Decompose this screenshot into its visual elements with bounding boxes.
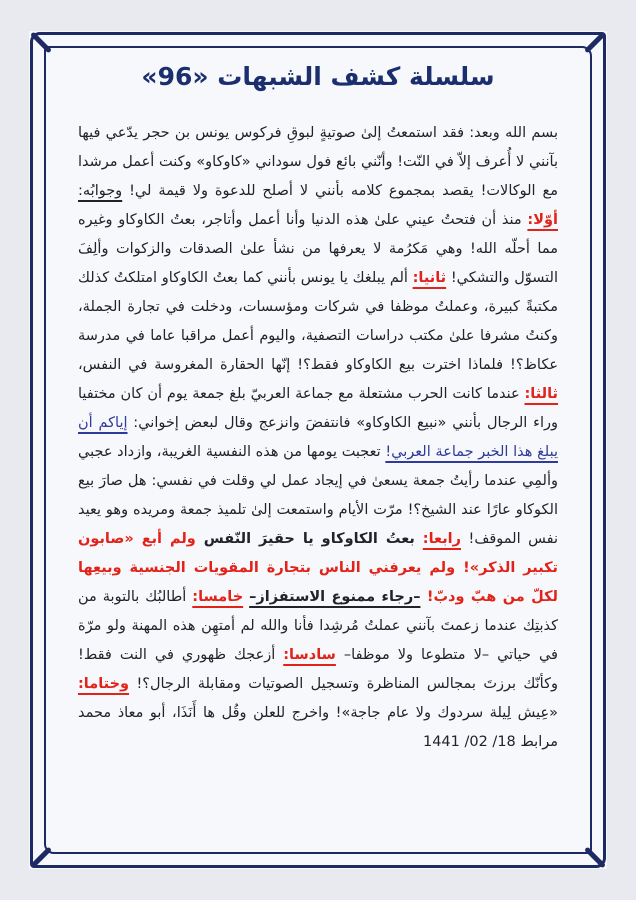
- body-segment-normal: عندما كانت الحرب مشتعلة مع جماعة العربيّ بلغ جمعة يوم أن كان مختفيا وراء الرجال بأنني «نبيع الكاوكاو» فانتفضَ وانزعج وقال لبعض إخواني:: [78, 386, 558, 431]
- body-segment-normal: بسم الله وبعد: فقد استمعتُ إلىٰ صوتيةٍ لبوقِ فركوس يونس بن حجر يدّعي فيها بآنني لا أُعرف إلاّ في النّت! وأنّني بائع فول سوداني «كاوكاو» وكنت أعمل مرشدا مع الوكالات! يقصد بمجموع كلامه بأنني لا أصلح للدعوة ولا قيمة لي!: [78, 125, 558, 199]
- body-segment-normal: أزعجك ظهوري في النت فقط! وكأنّك برزتَ بمجالس المناظرة وتسجيل الصوتيات ومقابلة الرجال؟!: [78, 647, 558, 692]
- body-segment-normal: منذ أن فتحتُ عيني علىٰ هذه الدنيا وأنا أعمل وأتاجر، بعتُ الكاوكاو وغيره مما أحلّه الله! وهي مَكرُمة لا يعرفها من نشأ علىٰ الصدقات والزكوات وألِفَ التسوّل والتشكي!: [78, 212, 558, 286]
- document-title: سلسلة كشف الشبهات «96»: [141, 62, 495, 91]
- document-content: [78, 62, 558, 842]
- body-segment-normal: ألم يبلغك يا يونس بأنني كما بعتُ الكاوكاو امتلكتُ كذلك مكتبةً كبيرة، وعملتُ موظفا في شركات ومؤسسات، ودخلت في تجارة الجملة، وكنتُ مشرفا علىٰ مكتب دراسات التصفية، واليوم أعمل مراقبا عاما في مدرسة عكاظ؟! فلماذا اخترت بيع الكاوكاو فقط؟! إنّها الحقارة المغروسة في النفس،: [78, 270, 558, 373]
- body-segment-red-underline: أوّلا:: [527, 212, 558, 228]
- body-segment-black-bold-underline: –رجاء ممنوع الاستفزاز–: [249, 589, 421, 605]
- body-segment-red-bold: ولم أبع «صابون تكبير الذكر»! ولم يعرفني الناس بتجارة المقويات الجنسية وبيعِها لكلّ من هبّ ودبّ!: [78, 531, 558, 605]
- body-segment-red-underline: ثالثا:: [524, 386, 558, 402]
- body-segment-normal: أطالبُك بالتوبة من كذبتِك عندما زعمتَ بآنني عملتُ مُرشِدا فأنا والله لم أمتهِن هذه المهنة ولو مرّة في حياتي –لا متطوعا ولا موظفا–: [78, 589, 558, 663]
- body-segment-red-underline: سادسا:: [283, 647, 336, 663]
- body-segment-normal: «عِيش لِيلة سردوك ولا عام جاجة»! واخرج للعلن وقُل ها أَنَذَا، أبو معاذ محمد مرابط 18/ 02/ 1441: [78, 705, 558, 750]
- body-segment-normal: تعجبت يومها من هذه النفسية الغريبة، وازداد عجبي وألمِي عندما رأيتُ جمعة يسعىٰ في إيجاد عمل لي وقلت في نفسي: هل صارَ بيع الكوكاو عارًا عند الشيخ؟! مرّت الأيام واستمعت إلىٰ تلميذ جمعة ومريده وهو يعيد نفس الموقف!: [78, 444, 558, 547]
- body-segment-red-underline: ثانيا:: [412, 270, 447, 286]
- body-segment-blue-underline: إياكم أن يبلغ هذا الخبر جماعة العربي!: [78, 415, 558, 460]
- body-segment-red-underline: خامسا:: [192, 589, 244, 605]
- body-segment-black-underline: وجوابُه:: [78, 183, 123, 199]
- document-body: [78, 119, 558, 757]
- body-segment-red-underline: رابعا:: [422, 531, 461, 547]
- body-segment-black-bold: بعتُ الكاوكاو يا حقيرَ النّفس: [195, 531, 423, 547]
- body-segment-red-underline: وختاما:: [78, 676, 130, 692]
